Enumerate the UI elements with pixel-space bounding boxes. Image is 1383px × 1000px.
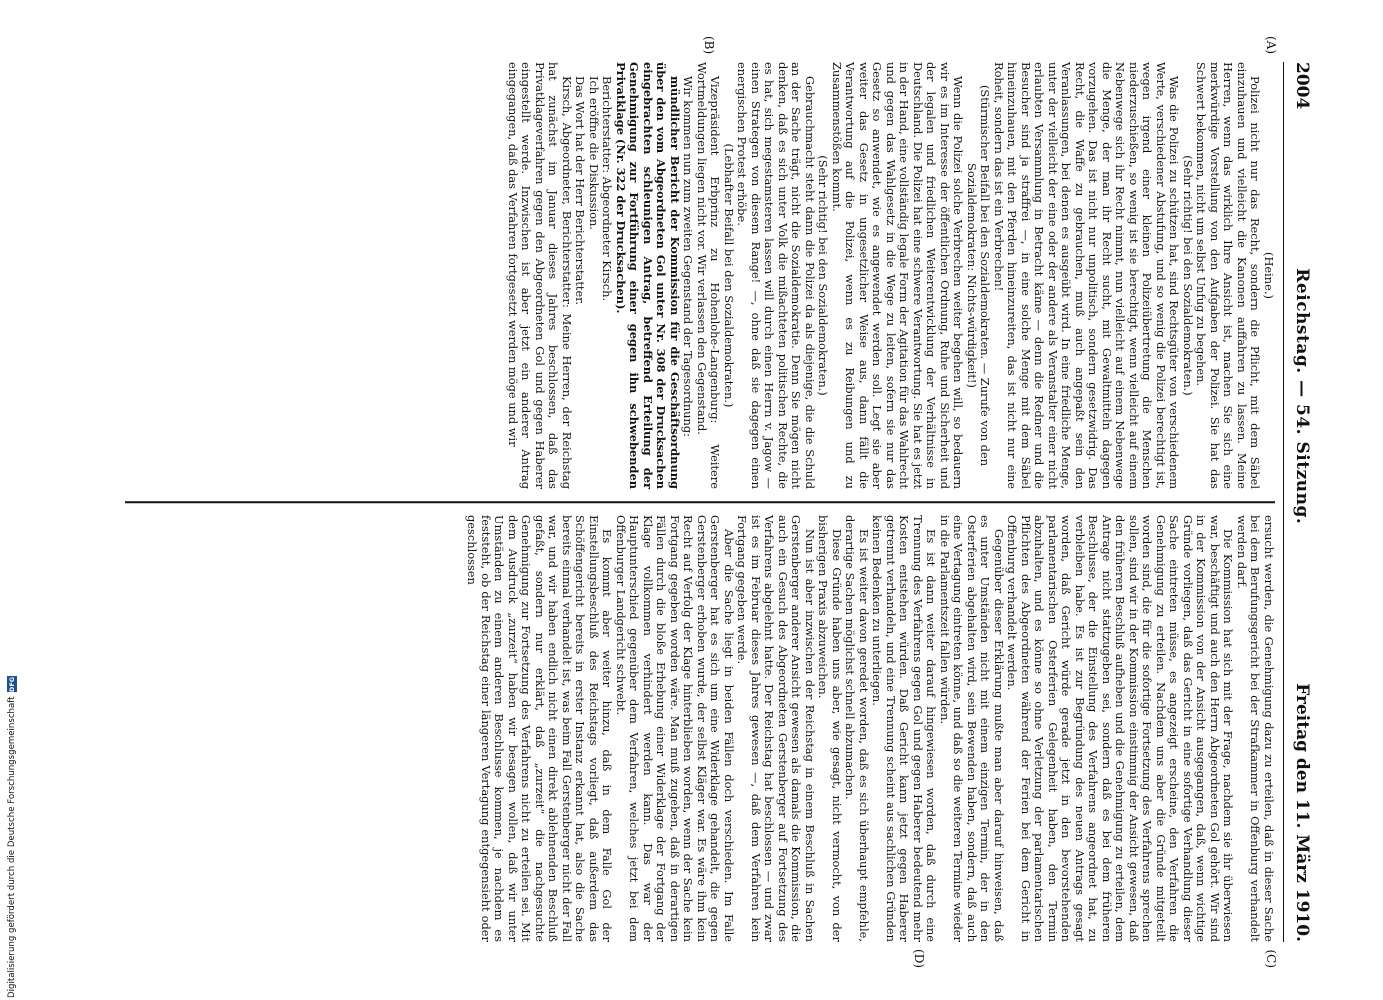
left-column-paragraph: Berichterstatter: Abgeordneter Kirsch. (600, 76, 615, 302)
dfg-logo: DFG (8, 676, 16, 693)
right-column-paragraph: ersucht werden, die Genehmigung dazu zu erteilen, daß in dieser Sache bei dem Berufungsgericht bei der Strafkammer in Offenburg verhandelt werden darf. (1235, 515, 1276, 942)
right-column-paragraph: Nun ist aber inzwischen der Reichstag in einem Beschluß in Sachen Gerstenberger anderer Ansicht gewesen als damals die Kommission, die auch ein Gesuch des Abgeordneten Gerstenberger auf Fortsetzung des Verfahrens abgelehnt hatte. Der Reichstag hat beschlossen — und zwar ist es im Februar dieses Jahres gewesen —, daß dem Verfahren kein Fortgang gegeben werde. (735, 515, 817, 942)
right-column-paragraph: Es ist dann weiter darauf hingewiesen worden, daß durch eine Trennung des Verfahrens gegen Gol und gegen Haberer bedeutend mehr Kosten entstehen würden. Daß Gericht kann jetzt gegen Haberer getrennt verhandeln, und eine Trennung scheint aus sachlichen Gründen keinen Bedenken zu unterliegen. (870, 515, 939, 942)
credit-text: Digitalisierung gefördert durch die Deutsche Forschungsgemeinschaft (7, 696, 17, 998)
margin-marker-d: (D) (912, 949, 926, 968)
left-column-paragraph: (Sehr richtig! bei den Sozialdemokraten.) (816, 155, 831, 396)
margin-marker-c: (C) (1264, 949, 1278, 968)
page-number: 2004 (1292, 62, 1312, 110)
right-column (465, 515, 1278, 968)
text-columns (465, 36, 1278, 968)
left-column-paragraph: Polizei nicht nur das Recht, sondern die Pflicht, mit dem Säbel einzuhauen und vielleicht die Kanonen auffahren zu lassen. Meine Herren, wenn das wirklich Ihre Ansicht ist, machen Sie sich eine merkwürdige Vorstellung von den Aufgaben der Polizei. Sie hat das Schwert bekommen, nicht um selbst Unfug zu begehen. (1194, 62, 1263, 489)
left-column-paragraph: (Sehr richtig! bei den Sozialdemokraten.) (1181, 155, 1195, 396)
right-column-paragraph: Gegenüber dieser Erklärung mußte man aber darauf hinweisen, daß es unter Umständen nicht mit einem einzigen Termin, der in den Osterferien abgehalten wird, sein Bewenden haben, sondern, daß auch eine Vertagung eintreten könne, und daß so die weiteren Termine wieder in die Parlamentszeit fallen würden. (938, 515, 1006, 942)
column-divider (125, 501, 1275, 503)
digitization-credit (4, 608, 20, 998)
left-column-paragraph: (Stürmischer Beifall bei den Sozialdemokraten. — Zurufe von den Sozialdemokraten: Nichts-würdigkeit!) (965, 84, 993, 467)
left-column-paragraph: Wir kommen nun zum zweiten Gegenstand der Tagesordnung: (681, 76, 696, 437)
left-column (465, 36, 1278, 489)
page-header (1283, 62, 1312, 942)
left-column-paragraph: (Lebhafter Beifall bei den Sozialdemokraten.) (722, 143, 736, 408)
left-column-paragraph: Das Wort hat der Herr Berichterstatter. (573, 76, 588, 306)
left-column-paragraph: Was die Polizei zu schützen hat, sind Rechtsgüter von verschiedenem Werte, verschiedener Abstufung, und so wenig die Polizei berechtigt ist, wegen irgend einer kleinen Polizeiübertretung die Menschen niederzuschießen, so wenig ist sie berechtigt, wenn vielleicht auf einem Nebenwege sich ihr Recht nimmt, nun vielleicht auf einem Nebenwege die Menge, der man ihr Recht sucht, mit Gewaltmitteln dagegen vorzugehen. Das ist nicht nur unpolitisch, sondern gesetzwidrig. Das Recht, die Waffe zu gebrauchen, muß auch angepaßt sein den Veranlassungen, bei denen es ausgeübt wird. In eine friedliche Menge, unter der vielleicht der eine oder der andere als Veranstalter einer nicht erlaubten Versammlung in Betracht käme — denn die Redner und die Besucher sind ja straffrei —, in eine solche Menge mit dem Säbel hineinzuhauen, mit den Pferden hineinzureiten, das ist nicht nur eine Roheit, sondern das ist ein Verbrechen! (992, 62, 1182, 489)
left-column-paragraph: Kirsch, Abgeordneter, Berichterstatter: Meine Herren, der Reichstag hat zunächst im Januar dieses Jahres beschlossen, daß das Privatklageverfahren gegen den Abgeordneten Gol und gegen Haberer eingestellt werde. Inzwischen ist aber jetzt ein anderer Antrag eingegangen, daß das Verfahren fortgesetzt werden möge und wir (506, 62, 574, 489)
left-column-paragraph: mündlicher Bericht der Kommission für die Geschäftsordnung über den vom Abgeordneten Gol unter Nr. 308 der Drucksachen eingebrachten schleunigen Antrag, betreffend Erteilung der Genehmigung zur Fortführung einer gegen ihn schwebenden Privatklage (Nr. 322 der Drucksachen). (614, 62, 682, 489)
right-column-paragraph: Aber die Sache liegt in beiden Fällen doch verschieden. Im Falle Gerstenberger hat es sich um eine Widerklage gehandelt, die gegen Gerstenberger erhoben wurde, der selbst Kläger war. Es wäre ihm kein Recht auf Verfolg der Klage hinterblieben worden, wenn der Sache kein Fortgang gegeben worden wäre. Man muß zugeben, daß in derartigen Fällen durch die bloße Erhebung einer Widerklage der Fortgang der Klage vollkommen verhindert werden kann. Das war der Hauptunterschied gegenüber dem Verfahren, welches jetzt bei dem Offenburger Landgericht schwebt. (614, 515, 736, 942)
right-column-paragraph: Diese Gründe haben uns aber, wie gesagt, nicht vermocht, von der bisherigen Praxis abzuweichen. (816, 515, 844, 942)
margin-marker-b: (B) (702, 36, 716, 55)
left-column-paragraph: Gebrauchmacht steht dann die Polizei da als diejenige, die die Schuld an der Sache trägt, nicht die Sozialdemokratie. Denn Sie mögen nicht denken, daß es sich unter Volk die mißachteten politischen Rechte, die es hat, sich megestamsteren lassen will durch einen Herrn v. Jagow — einen Strategen von diesem Range! —, ohne daß sie dagegen einen energischen Protest erhöbe. (735, 62, 817, 489)
session-title: Reichstag. — 54. Sitzung. (1292, 268, 1312, 525)
left-column-paragraph: Wenn die Polizei solche Verbrechen weiter begehen will, so bedauern wir es im Interesse der öffentlichen Ordnung, Ruhe und Sicherheit und der legalen und friedlichen Weiterentwicklung der Verhältnisse in Deutschland. Die Polizei hat eine schwere Verantwortung. Sie hat es jetzt in der Hand, eine vollständig legale Form der Agitation für das Wahlrecht und gegen das Wahlgesetz in die Wege zu leiten, sofern sie nur das Gesetz so anwendet, wie es angewendet werden soll. Legt sie aber weiter das Gesetz in ungesetzlicher Weise aus, dann fällt die Verantwortung auf die Polizei, wenn es zu Reibungen und zu Zusammenstößen kommt. (830, 62, 966, 489)
speaker-name: (Heine.) (1262, 252, 1276, 299)
right-column-paragraph: Die Kommission hat sich mit der Frage, nachdem sie ihr überwiesen war, beschäftigt und auch den Herrn Abgeordneten Gol gehört. Wir sind in der Kommission von der Ansicht ausgegangen, daß, wenn wichtige Gründe vorliegen, daß das Gericht in eine sofortige Verhandlung dieser Sache eintreten müsse, es angezeigt erscheine, den Verfahren die Genehmigung zu erteilen. Nachdem uns aber die Gründe mitgeteilt worden sind, die für die sofortige Fortsetzung des Verfahrens sprechen sollen, sind wir in der Kommission einstimmig der Ansicht gewesen, daß den früheren Beschluß aufheben und die Genehmigung zu erteilen, dem Antrage nicht stattzugeben sei, sondern daß es bei dem früheren Beschlusse, der die Einstellung des Verfahrens angeordnet hat, zu verbleiben habe. Es ist zur Begründung des neuen Antrags gesagt worden, daß Gericht würde gerade jetzt in den bevorstehenden parlamentarischen Osterferien Gelegenheit haben, den Termin abzuhalten, und es könne so ohne Verletzung der parlamentarischen Pflichten des Abgeordneten während der Ferien bei dem Gericht in Offenburg verhandelt werden. (1005, 515, 1236, 942)
left-column-paragraph: Vizepräsident Erbprinz zu Hohenlohe-Langenburg: Weitere Wortmeldungen liegen nicht vor. Wir verlassen den Gegenstand. (695, 62, 723, 489)
left-column-paragraph: Ich eröffne die Diskussion. (587, 76, 601, 230)
right-column-paragraph: Es ist weiter davon geredet worden, daß es sich überhaupt empfehle, derartige Sachen möglichst schnell abzumachen. (843, 515, 871, 942)
session-date: Freitag den 11. März 1910. (1292, 683, 1312, 942)
margin-marker-a: (A) (1264, 36, 1278, 55)
right-column-paragraph: Es kommt aber weiter hinzu, daß in dem Falle Gol der Einstellungsbeschluß des Reichstags vorliegt, daß außerdem das Schöffengericht bereits in erster Instanz erkannt hat, also die Sache bereits einmal verhandelt ist, was beim Fall Gerstenberger nicht der Fall war, und wir haben endlich nicht einen direkt ablehnenden Beschluß gefaßt, sondern nur erklärt, daß „zurzeit“ die nachgesuchte Genehmigung zur Fortsetzung des Verfahrens nicht zu erteilen sei. Mit dem Ausdruck „zurzeit“ haben wir besagen wollen, daß wir unter Umständen zu einem anderen Beschlusse kommen, je nachdem es feststeht, ob der Reichstag einer längeren Vertagung entgegensieht oder geschlossen (465, 515, 615, 942)
